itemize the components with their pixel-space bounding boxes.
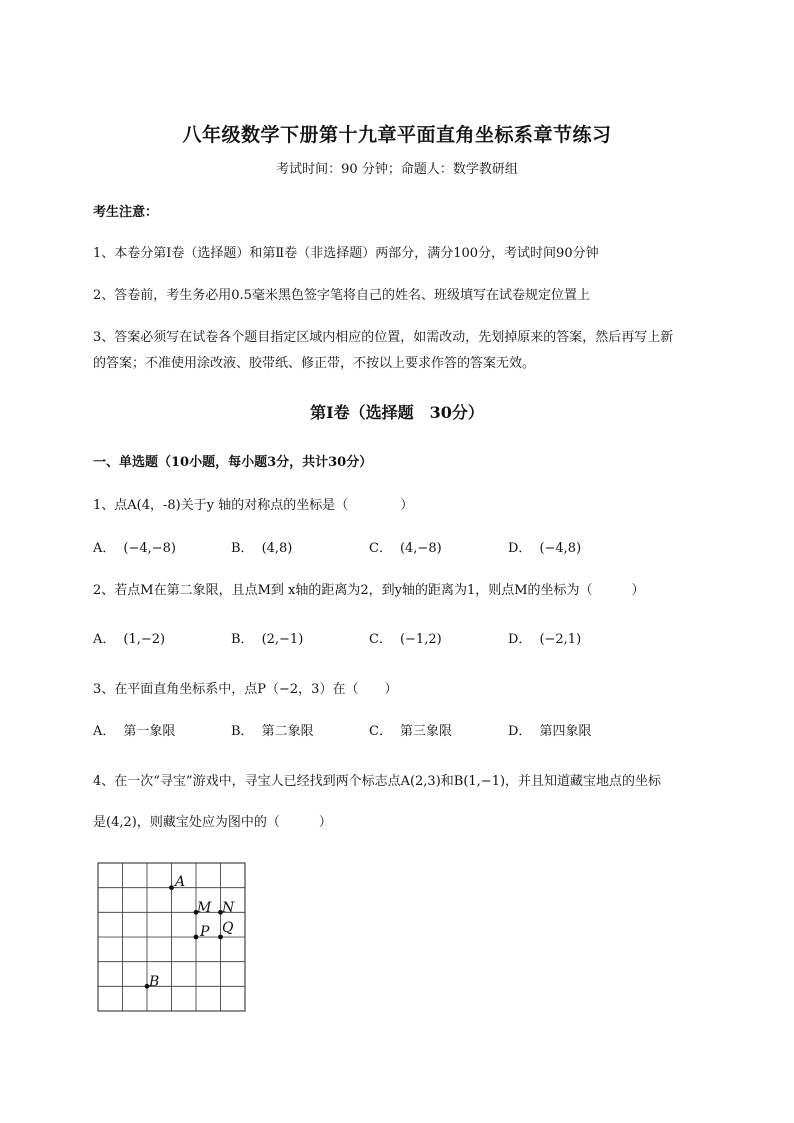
part-title: 一、单选题（10小题，每小题3分，共计30分） — [93, 455, 373, 470]
question-2-option-d[interactable] — [508, 628, 581, 647]
note-item: 1、本卷分第Ⅰ卷（选择题）和第Ⅱ卷（非选择题）两部分，满分100分，考试时间90分钟 — [93, 246, 599, 261]
option-label: C． — [369, 541, 392, 556]
treasure-grid-figure — [97, 862, 247, 1014]
option-label: B． — [231, 632, 254, 647]
question-4-stem-line2: 是(4,2)，则藏宝处应为图中的（ ） — [93, 815, 332, 830]
section-title: 第Ⅰ卷（选择题 30分） — [310, 403, 484, 422]
notes-heading: 考生注意： — [93, 205, 159, 220]
question-1-option-c[interactable] — [369, 537, 442, 556]
option-label: C． — [369, 724, 392, 739]
question-3-option-d[interactable] — [508, 720, 591, 739]
option-label: A． — [93, 632, 116, 647]
point-p-label: P — [200, 924, 210, 940]
option-label: A． — [93, 541, 116, 556]
point-a-dot — [169, 885, 174, 890]
question-1-option-b[interactable] — [231, 537, 292, 556]
question-1-option-a[interactable] — [93, 537, 176, 556]
grid-lines — [98, 863, 245, 1011]
point-b-label: B — [149, 974, 160, 990]
option-label: C． — [369, 632, 392, 647]
point-p-dot — [194, 935, 199, 940]
question-3-option-a[interactable] — [93, 720, 175, 739]
option-text: 第一象限 — [123, 724, 176, 739]
question-3-option-b[interactable] — [231, 720, 314, 739]
page-title: 八年级数学下册第十九章平面直角坐标系章节练习 — [182, 124, 612, 146]
option-text: (2,−1) — [261, 632, 304, 647]
question-3-option-c[interactable] — [369, 720, 452, 739]
question-1-option-d[interactable] — [508, 537, 581, 556]
page-subtitle: 考试时间：90 分钟；命题人：数学教研组 — [276, 162, 518, 177]
point-n-label: N — [222, 900, 235, 916]
option-label: D． — [508, 541, 532, 556]
point-q-label: Q — [222, 920, 234, 936]
question-3-stem: 3、在平面直角坐标系中，点P（−2，3）在（ ） — [93, 682, 398, 697]
option-text: (1,−2) — [123, 632, 166, 647]
note-item: 2、答卷前，考生务必用0.5毫米黑色签字笔将自己的姓名、班级填写在试卷规定位置上 — [93, 288, 590, 303]
option-text: (4,−8) — [399, 541, 442, 556]
option-label: A． — [93, 724, 116, 739]
option-text: (−2,1) — [539, 632, 582, 647]
option-text: (−4,8) — [539, 541, 582, 556]
question-4-stem-line1: 4、在一次“寻宝”游戏中，寻宝人已经找到两个标志点A(2,3)和B(1,−1)，并且知道藏宝地点的坐标 — [93, 774, 662, 789]
option-text: (−1,2) — [399, 632, 442, 647]
question-2-option-b[interactable] — [231, 628, 303, 647]
option-text: (4,8) — [261, 541, 293, 556]
question-2-option-a[interactable] — [93, 628, 165, 647]
question-2-stem: 2、若点M在第二象限，且点M到 x轴的距离为2，到y轴的距离为1，则点M的坐标为（ ） — [93, 583, 645, 598]
option-text: 第三象限 — [399, 724, 452, 739]
question-2-option-c[interactable] — [369, 628, 442, 647]
option-label: B． — [231, 541, 254, 556]
note-item: 的答案；不准使用涂改液、胶带纸、修正带，不按以上要求作答的答案无效。 — [93, 356, 536, 371]
option-text: 第四象限 — [539, 724, 592, 739]
option-label: D． — [508, 632, 532, 647]
option-text: (−4,−8) — [123, 541, 176, 556]
note-item: 3、答案必须写在试卷各个题目指定区域内相应的位置，如需改动，先划掉原来的答案，然后再写上新 — [93, 330, 674, 345]
point-m-label: M — [197, 900, 212, 916]
point-a-label: A — [175, 874, 186, 890]
option-label: B． — [231, 724, 254, 739]
option-text: 第二象限 — [261, 724, 314, 739]
question-1-stem: 1、点A(4，-8)关于y 轴的对称点的坐标是（ ） — [93, 498, 414, 513]
option-label: D． — [508, 724, 532, 739]
